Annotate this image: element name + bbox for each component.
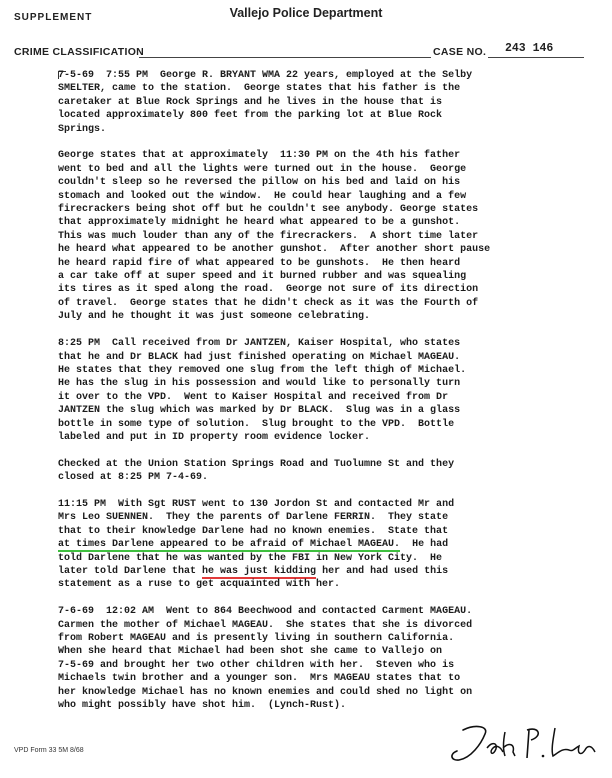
text-line: 11:15 PM With Sgt RUST went to 130 Jordon St and contacted Mr and	[58, 498, 455, 510]
text-line: 8:25 PM Call received from Dr JANTZEN, Kaiser Hospital, who states	[58, 338, 461, 350]
text-line: Springs.	[58, 123, 107, 135]
text-line: its tires as it sped along the road. George not sure of its direction	[58, 284, 479, 296]
text-line: closed at 8:25 PM 7-4-69.	[58, 472, 209, 484]
text-line: located approximately 800 feet from the parking lot at Blue Rock	[58, 110, 443, 122]
case-number-label: CASE NO.	[433, 46, 487, 58]
text-line: he heard what appeared to be another gunshot. After another short pause	[58, 244, 491, 256]
crime-classification-label: CRIME CLASSIFICATION	[14, 46, 145, 58]
text-line: Mrs Leo SUENNEN. They the parents of Darlene FERRIN. They state	[58, 512, 449, 524]
paragraph-george-statement	[58, 149, 598, 323]
report-body	[58, 69, 598, 712]
text-line: her knowledge Michael has no known enemies and could shed no light on	[58, 686, 473, 698]
text-line: bottle in some type of solution. Slug brought to the VPD. Bottle	[58, 418, 455, 430]
text-line: He states that they removed one slug from the left thigh of Michael.	[58, 364, 467, 376]
case-number-value: 243 146	[505, 42, 554, 55]
text-line: 7-5-69 7:55 PM George R. BRYANT WMA 22 years, employed at the Selby	[58, 70, 473, 81]
text-line-green-highlight: at times Darlene appeared to be afraid of Michael MAGEAU. He had	[58, 539, 449, 551]
supplement-label: SUPPLEMENT	[14, 12, 93, 23]
text-line: from Robert MAGEAU and is presently living in southern California.	[58, 632, 455, 644]
green-underlined-phrase: at times Darlene appeared to be afraid of Michael MAGEAU.	[58, 539, 401, 551]
text-line: who might possibly have shot him. (Lynch-Rust).	[58, 700, 347, 712]
text-line: Checked at the Union Station Springs Road and Tuolumne St and they	[58, 458, 455, 470]
form-number: VPD Form 33 5M 8/68	[14, 747, 84, 754]
paragraph-bryant	[58, 69, 598, 136]
paragraph-union-station	[58, 458, 598, 485]
text-line: stomach and looked out the window. He could hear laughing and a few	[58, 190, 467, 202]
text-line: he heard rapid fire of what appeared to be gunshots. He then heard	[58, 257, 461, 269]
text-line: a car take off at super speed and it burned rubber and was squealing	[58, 271, 467, 283]
text-line-red-highlight: later told Darlene that he was just kidding her and had used this	[58, 565, 449, 577]
text-line: it over to the VPD. Went to Kaiser Hospital and received from Dr	[58, 391, 449, 403]
text-line: labeled and put in ID property room evidence locker.	[58, 431, 371, 443]
paragraph-jantzen-call	[58, 337, 598, 444]
text-line: caretaker at Blue Rock Springs and he lives in the house that is	[58, 96, 443, 108]
text-line: SMELTER, came to the station. George states that his father is the	[58, 83, 461, 95]
text-line: that he and Dr BLACK had just finished operating on Michael MAGEAU.	[58, 351, 461, 363]
text-line: This was much louder than any of the firecrackers. A short time later	[58, 230, 479, 242]
text-line: told Darlene that he was wanted by the FBI in New York City. He	[58, 552, 443, 564]
text-line: When she heard that Michael had been shot she came to Vallejo on	[58, 646, 443, 658]
text-line: firecrackers being shot off but he couldn't see anybody. George states	[58, 204, 479, 216]
text-line: couldn't sleep so he reversed the pillow on his bed and laid on his	[58, 177, 461, 189]
text-line: statement as a ruse to get acquainted with her.	[58, 579, 341, 591]
text-line: Michaels twin brother and a younger son. Mrs MAGEAU states that to	[58, 673, 461, 685]
text-line: He has the slug in his possession and would like to personally turn	[58, 378, 461, 390]
text-line: JANTZEN the slug which was marked by Dr BLACK. Slug was in a glass	[58, 405, 461, 417]
text-line: Carmen the mother of Michael MAGEAU. She states that she is divorced	[58, 619, 473, 631]
text-line: of travel. George states that he didn't check as it was the Fourth of	[58, 297, 479, 309]
department-title: Vallejo Police Department	[229, 6, 383, 20]
signature-image	[445, 718, 605, 768]
text-line: 7-5-69 and brought her two other children with her. Steven who is	[58, 659, 455, 671]
text-line: that approximately midnight he heard what appeared to be a gunshot.	[58, 217, 461, 229]
paragraph-suennen	[58, 498, 598, 592]
text-line: July and he thought it was just someone celebrating.	[58, 311, 371, 323]
text-line: that to their knowledge Darlene had no known enemies. State that	[58, 525, 449, 537]
crime-classification-line	[139, 57, 431, 58]
text-line: went to bed and all the lights were turned out in the house. George	[58, 163, 467, 175]
paragraph-carmen-mageau	[58, 605, 598, 712]
text-line: 7-6-69 12:02 AM Went to 864 Beechwood and contacted Carment MAGEAU.	[58, 606, 473, 618]
red-underlined-phrase: he was just kidding	[202, 565, 317, 577]
text-line: George states that at approximately 11:30 PM on the 4th his father	[58, 150, 461, 162]
case-number-line	[488, 57, 584, 58]
